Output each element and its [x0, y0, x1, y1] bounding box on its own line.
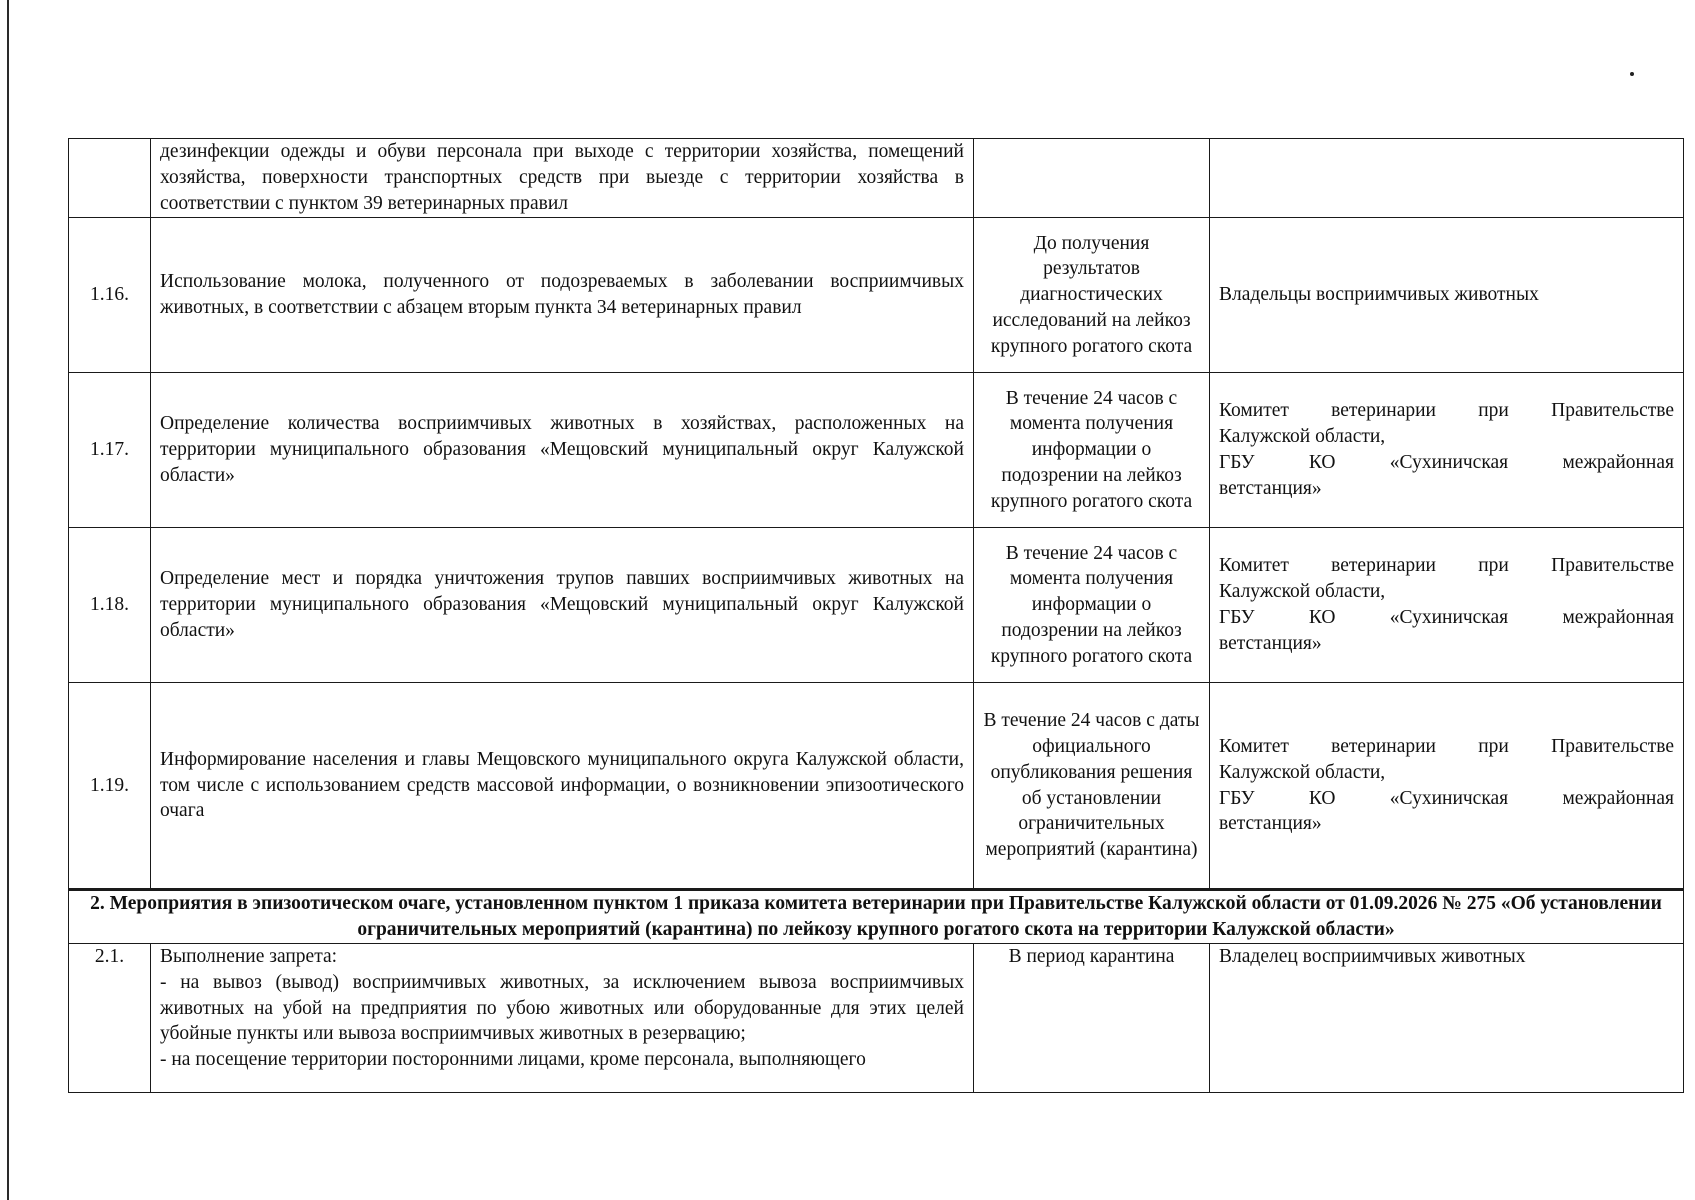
responsible-line: Комитет ветеринарии при Правительстве [1219, 555, 1674, 577]
responsible-line: ветстанция» [1219, 477, 1322, 499]
row-description: Информирование населения и главы Мещовского муниципального округа Калужской области, том числе с использованием средств массовой информации, о возникновении эпизоотического очага [151, 683, 974, 890]
row-responsible [1210, 139, 1684, 218]
responsible-line: ветстанция» [1219, 632, 1322, 654]
responsible-line: Комитет ветеринарии при Правительстве [1219, 735, 1674, 757]
responsible-line: Калужской области, [1219, 761, 1386, 783]
responsible-line: ГБУ КО «Сухиничская межрайонная [1219, 787, 1674, 809]
row-description [151, 944, 974, 1093]
row-number: 1.18. [69, 528, 151, 683]
table-row [69, 683, 1684, 890]
row-term: До получения результатов диагностических исследований на лейкоз крупного рогатого скота [974, 218, 1210, 373]
measures-table [68, 138, 1684, 1093]
row-number: 1.19. [69, 683, 151, 890]
responsible-line: Владельцы восприимчивых животных [1219, 284, 1539, 306]
table-row [69, 528, 1684, 683]
responsible-line: Комитет ветеринарии при Правительстве [1219, 400, 1674, 422]
scan-speck [1630, 72, 1634, 76]
row-responsible [1210, 528, 1684, 683]
scan-edge-line [7, 0, 9, 1200]
table-row [69, 218, 1684, 373]
row-term: В течение 24 часов с даты официального опубликования решения об установлении ограничительных мероприятий (карантина) [974, 683, 1210, 890]
description-line: - на вывоз (вывод) восприимчивых животных, за исключением вывоза восприимчивых животных на убой на предприятия по убою животных или оборудованные для этих целей убойные пункты или вывоза восприимчивых животных в резервацию; [160, 971, 964, 1045]
section-heading-row [69, 890, 1684, 944]
row-number: 2.1. [69, 944, 151, 1093]
table-row [69, 373, 1684, 528]
responsible-line: ветстанция» [1219, 813, 1322, 835]
row-number [69, 139, 151, 218]
row-term [974, 139, 1210, 218]
row-responsible: Владелец восприимчивых животных [1210, 944, 1684, 1093]
responsible-line: ГБУ КО «Сухиничская межрайонная [1219, 452, 1674, 473]
row-number: 1.16. [69, 218, 151, 373]
row-number: 1.17. [69, 373, 151, 528]
row-description: Использование молока, полученного от подозреваемых в заболевании восприимчивых животных, в соответствии с абзацем вторым пункта 34 ветеринарных правил [151, 218, 974, 373]
row-description: Определение количества восприимчивых животных в хозяйствах, расположенных на территории муниципального образования «Мещовский муниципальный округ Калужской области» [151, 373, 974, 528]
row-term: В течение 24 часов с момента получения информации о подозрении на лейкоз крупного рогатого скота [974, 373, 1210, 528]
responsible-line: Калужской области, [1219, 581, 1386, 603]
row-responsible [1210, 683, 1684, 890]
description-line: - на посещение территории посторонними лицами, кроме персонала, выполняющего [160, 1049, 866, 1071]
section-heading: 2. Мероприятия в эпизоотическом очаге, установленном пунктом 1 приказа комитета ветеринарии при Правительстве Калужской области от 01.09.2026 № 275 «Об установлении ограничительных мероприятий (карантина) по лейкозу крупного рогатого скота на территории Калужской области» [69, 890, 1684, 944]
description-line: Выполнение запрета: [160, 946, 338, 967]
table-row [69, 139, 1684, 218]
row-description: дезинфекции одежды и обуви персонала при выходе с территории хозяйства, помещений хозяйства, поверхности транспортных средств при выезде с территории хозяйства в соответствии с пунктом 39 ветеринарных правил [151, 139, 974, 218]
row-responsible [1210, 218, 1684, 373]
responsible-line: ГБУ КО «Сухиничская межрайонная [1219, 607, 1674, 628]
row-description: Определение мест и порядка уничтожения трупов павших восприимчивых животных на территории муниципального образования «Мещовский муниципальный округ Калужской области» [151, 528, 974, 683]
row-term: В период карантина [974, 944, 1210, 1093]
responsible-line: Калужской области, [1219, 426, 1386, 448]
table-row [69, 944, 1684, 1093]
row-term: В течение 24 часов с момента получения информации о подозрении на лейкоз крупного рогатого скота [974, 528, 1210, 683]
row-responsible [1210, 373, 1684, 528]
